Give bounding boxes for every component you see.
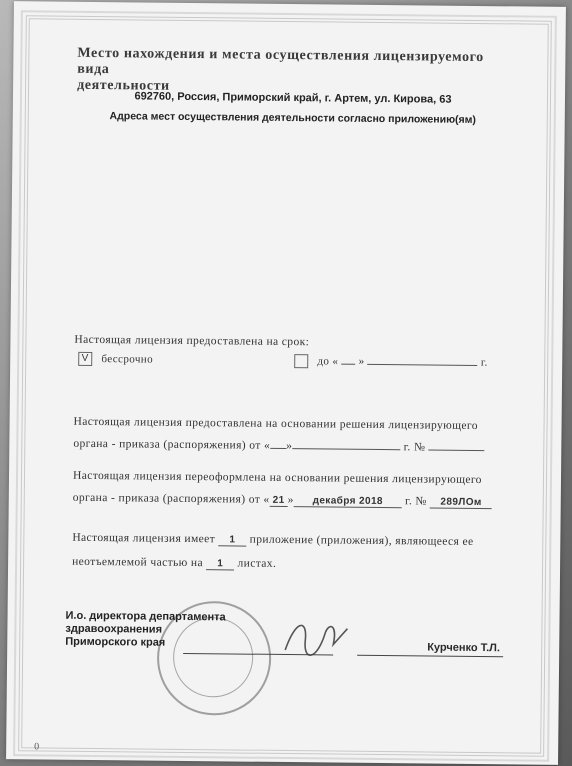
reissue-year-suffix: г. №	[404, 495, 427, 508]
signatory-position	[65, 610, 225, 651]
appendix-mid: приложение (приложения), являющееся ее	[249, 533, 474, 548]
position-line-1: И.о. директора департамента	[65, 609, 226, 624]
basis-line-1: Настоящая лицензия предоставлена на основании решения лицензирующего	[73, 415, 478, 433]
heading-line-1: Место нахождения и места осуществления лицензируемого вида	[77, 45, 484, 78]
reissue-prefix: органа - приказа (распоряжения) от «	[72, 491, 270, 506]
appendix-sheets-suffix: листах.	[237, 557, 277, 570]
appendix-line2-prefix: неотъемлемой частью на	[72, 555, 204, 570]
reissue-line-1: Настоящая лицензия переоформлена на основании решения лицензирующего	[72, 469, 482, 487]
page-corner-mark: 0	[34, 741, 40, 753]
basis-year-suffix: г. №	[403, 441, 426, 454]
reissue-month-field[interactable]: декабря 2018	[294, 495, 402, 508]
appendix-prefix: Настоящая лицензия имеет	[72, 531, 216, 546]
basis-quote-close: »	[286, 440, 293, 453]
term-until-row	[294, 354, 488, 370]
license-sheet	[6, 1, 566, 765]
address-line: 692760, Россия, Приморский край, г. Артем, ул. Кирова, 63	[134, 90, 452, 106]
term-indefinite-row	[78, 352, 153, 367]
indefinite-checkbox[interactable]: V	[78, 352, 92, 366]
heading-line-2: деятельности	[77, 77, 170, 94]
appendix-count-field[interactable]: 1	[218, 534, 246, 546]
until-quote-close: »	[358, 355, 365, 368]
appendix-sheets-field[interactable]: 1	[206, 558, 234, 570]
reissue-number-field[interactable]: 289ЛОм	[430, 497, 492, 510]
until-date-field[interactable]	[368, 363, 478, 365]
until-year-suffix: г.	[480, 356, 488, 369]
handwritten-signature	[277, 610, 358, 671]
basis-prefix: органа - приказа (распоряжения) от «	[73, 437, 271, 452]
addresses-note: Адреса мест осуществления деятельности согласно приложению(ям)	[109, 110, 477, 126]
term-heading: Настоящая лицензия предоставлена на срок:	[74, 333, 310, 349]
basis-month-field[interactable]	[292, 448, 400, 450]
indefinite-label: бессрочно	[101, 352, 154, 366]
position-line-3: Приморского края	[65, 635, 166, 649]
reissue-quote-close: »	[287, 494, 294, 507]
until-checkbox[interactable]	[294, 354, 308, 368]
appendix-line-2	[72, 556, 276, 571]
reissue-day-field[interactable]: 21	[270, 495, 288, 507]
until-label: до «	[317, 354, 339, 368]
signatory-name: Курченко Т.Л.	[427, 641, 501, 655]
position-line-2: здравоохранения	[65, 622, 163, 636]
until-day-field[interactable]	[341, 363, 355, 364]
basis-number-field[interactable]	[429, 449, 485, 451]
basis-day-field[interactable]	[270, 448, 286, 449]
